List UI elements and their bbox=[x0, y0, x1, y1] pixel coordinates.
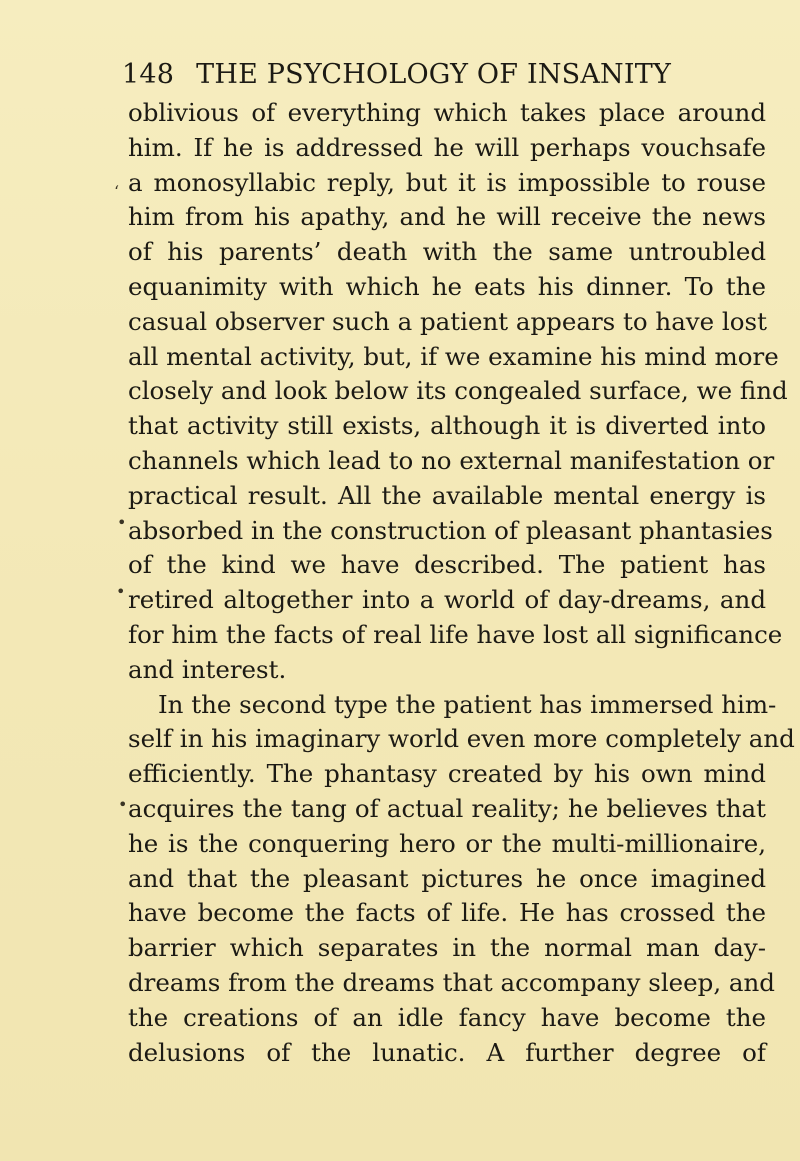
text-line: that activity still exists, although it is diverted into bbox=[128, 411, 766, 441]
text-line: oblivious of everything which takes place around bbox=[128, 98, 766, 127]
margin-ink-mark: • bbox=[118, 795, 128, 814]
text-line: retired altogether into a world of day-dreams, and bbox=[128, 585, 766, 615]
text-line: him from his apathy, and he will receive the news bbox=[128, 202, 766, 232]
text-line: of his parents’ death with the same untroubled bbox=[128, 237, 766, 267]
running-header bbox=[122, 60, 762, 90]
text-line: dreams from the dreams that accompany sleep, and bbox=[128, 967, 775, 997]
text-line: the creations of an idle fancy have become the bbox=[128, 1002, 766, 1032]
text-line: closely and look below its congealed surface, we find bbox=[128, 376, 788, 406]
text-line: casual observer such a patient appears to have lost bbox=[128, 306, 767, 336]
text-line: and interest. bbox=[128, 654, 287, 684]
text-line: In the second type the patient has immersed him- bbox=[158, 689, 777, 719]
text-line: channels which lead to no external manifestation or bbox=[128, 445, 775, 475]
body-text bbox=[128, 96, 795, 1070]
margin-ink-mark: • bbox=[117, 513, 127, 532]
text-line: have become the facts of life. He has crossed the bbox=[128, 898, 766, 928]
text-line: barrier which separates in the normal man day- bbox=[128, 933, 766, 963]
text-line: him. If he is addressed he will perhaps vouchsafe bbox=[128, 132, 766, 162]
text-line: delusions of the lunatic. A further degree of bbox=[128, 1037, 766, 1067]
text-line: all mental activity, but, if we examine his mind more bbox=[128, 341, 779, 371]
text-line: for him the facts of real life have lost all significance bbox=[128, 619, 783, 649]
page-number: 148 bbox=[122, 59, 175, 90]
text-line: equanimity with which he eats his dinner. To the bbox=[128, 271, 766, 301]
margin-ink-mark: • bbox=[116, 582, 126, 601]
text-line: absorbed in the construction of pleasant phantasies bbox=[128, 515, 773, 545]
running-title: THE PSYCHOLOGY OF INSANITY bbox=[196, 59, 671, 90]
text-line: self in his imaginary world even more completely and bbox=[128, 724, 795, 754]
text-line: a monosyllabic reply, but it is impossible to rouse bbox=[128, 167, 766, 197]
text-line: he is the conquering hero or the multi-millionaire, bbox=[128, 828, 766, 858]
text-line: and that the pleasant pictures he once imagined bbox=[128, 863, 766, 893]
text-line: practical result. All the available mental energy is bbox=[128, 480, 766, 510]
margin-ink-mark: ʻ bbox=[114, 182, 120, 201]
text-line: acquires the tang of actual reality; he believes that bbox=[128, 793, 766, 823]
text-line: efficiently. The phantasy created by his own mind bbox=[128, 759, 766, 789]
text-line: of the kind we have described. The patient has bbox=[128, 550, 766, 580]
